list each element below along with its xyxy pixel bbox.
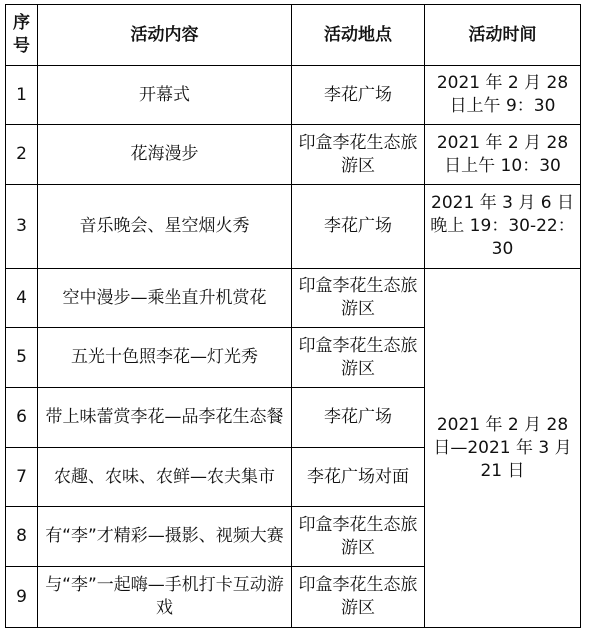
table-row — [6, 66, 581, 125]
row-place: 印盒李花生态旅游区 — [292, 567, 425, 628]
row-index: 6 — [6, 388, 38, 448]
row-place: 印盒李花生态旅游区 — [292, 328, 425, 388]
merged-time-cell: 2021 年 2 月 28 日—2021 年 3 月 21 日 — [425, 269, 581, 628]
row-content: 有“李”才精彩—摄影、视频大赛 — [38, 507, 292, 567]
row-index: 4 — [6, 269, 38, 328]
header-place: 活动地点 — [292, 5, 425, 66]
activity-schedule-table — [5, 4, 581, 628]
row-content: 开幕式 — [38, 66, 292, 125]
header-index: 序号 — [6, 5, 38, 66]
row-time: 2021 年 2 月 28 日上午 10：30 — [425, 125, 581, 185]
header-time: 活动时间 — [425, 5, 581, 66]
table-row — [6, 185, 581, 269]
row-index: 5 — [6, 328, 38, 388]
row-index: 1 — [6, 66, 38, 125]
row-content: 与“李”一起嗨—手机打卡互动游戏 — [38, 567, 292, 628]
row-index: 9 — [6, 567, 38, 628]
row-place: 李花广场对面 — [292, 448, 425, 507]
row-content: 音乐晚会、星空烟火秀 — [38, 185, 292, 269]
row-place: 李花广场 — [292, 66, 425, 125]
row-content: 空中漫步—乘坐直升机赏花 — [38, 269, 292, 328]
row-place: 印盒李花生态旅游区 — [292, 125, 425, 185]
row-index: 7 — [6, 448, 38, 507]
table-header-row — [6, 5, 581, 66]
row-place: 印盒李花生态旅游区 — [292, 269, 425, 328]
row-content: 农趣、农味、农鲜—农夫集市 — [38, 448, 292, 507]
table-row — [6, 125, 581, 185]
row-index: 8 — [6, 507, 38, 567]
row-place: 李花广场 — [292, 388, 425, 448]
row-index: 3 — [6, 185, 38, 269]
row-place: 印盒李花生态旅游区 — [292, 507, 425, 567]
row-time: 2021 年 2 月 28 日上午 9：30 — [425, 66, 581, 125]
row-place: 李花广场 — [292, 185, 425, 269]
row-content: 花海漫步 — [38, 125, 292, 185]
header-content: 活动内容 — [38, 5, 292, 66]
table-row — [6, 269, 581, 328]
row-content: 带上味蕾赏李花—品李花生态餐 — [38, 388, 292, 448]
row-content: 五光十色照李花—灯光秀 — [38, 328, 292, 388]
row-index: 2 — [6, 125, 38, 185]
row-time: 2021 年 3 月 6 日晚上 19：30-22：30 — [425, 185, 581, 269]
